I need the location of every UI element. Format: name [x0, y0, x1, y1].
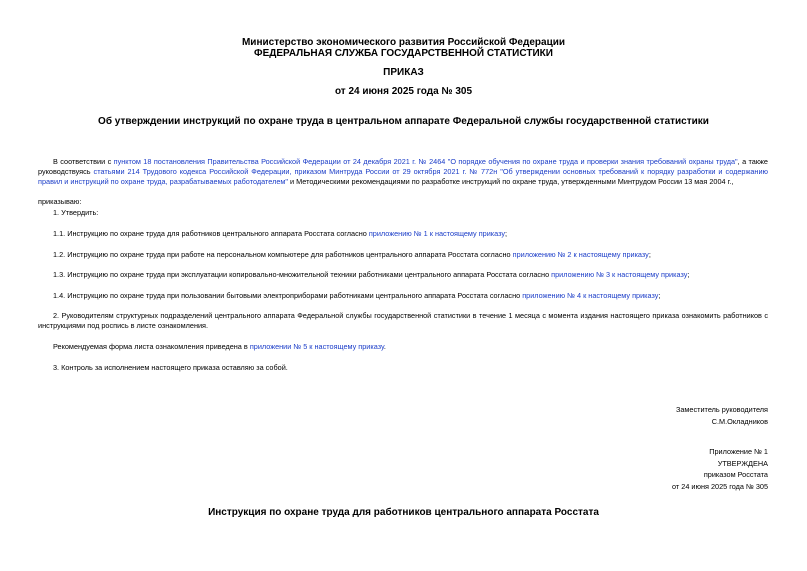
list-item-1-4: 1.4. Инструкцию по охране труда при пользовании бытовыми электроприборами работниками центрального аппарата Росстата согласно приложению № 4 к настоящему приказу;: [53, 291, 661, 300]
point-2-paragraph: 2. Руководителям структурных подразделений центрального аппарата Федеральной службы государственной статистики в течение 1 месяца с момента издания настоящего приказа ознакомить работников с инструкциями под роспись в листе ознакомления.: [38, 311, 768, 330]
appendix-approval-block: [672, 446, 768, 492]
approve-item: 1. Утвердить:: [53, 208, 99, 217]
document-type: ПРИКАЗ: [383, 67, 424, 78]
preamble-text-1: В соответствии с: [53, 157, 114, 166]
order-word: приказываю:: [38, 197, 82, 206]
link-resolution-2464[interactable]: пунктом 18 постановления Правительства Российской Федерации от 24 декабря 2021 г. № 2464 "О порядке обучения по охране труда и проверки знания требований охраны труда": [113, 157, 738, 166]
list-item-1-3: 1.3. Инструкцию по охране труда при эксплуатации копировально-множительной техники работниками центрального аппарата Росстата согласно приложению № 3 к настоящему приказу;: [53, 270, 690, 279]
appendix-by-order: приказом Росстата: [703, 470, 768, 479]
recommended-form-paragraph: Рекомендуемая форма листа ознакомления приведена в приложении № 5 к настоящему приказу.: [53, 342, 386, 351]
appendix-title: Инструкция по охране труда для работников центрального аппарата Росстата: [208, 507, 599, 518]
point-3-paragraph: 3. Контроль за исполнением настоящего приказа оставляю за собой.: [53, 363, 288, 372]
preamble-text-3: и Методическими рекомендациями по разработке инструкций по охране труда, утвержденными Минтрудом России 13 мая 2004 г.,: [288, 177, 734, 186]
ministry-name: Министерство экономического развития Российской Федерации: [241, 37, 566, 48]
appendix-date: от 24 июня 2025 года № 305: [672, 481, 768, 491]
signature-block: [676, 404, 768, 427]
link-appendix-2[interactable]: приложению № 2 к настоящему приказу: [512, 250, 649, 259]
signature-name: С.М.Окладников: [711, 416, 768, 426]
list-item-1-2: 1.2. Инструкцию по охране труда при работе на персональном компьютере для работников центрального аппарата Росстата согласно приложению № 2 к настоящему приказу;: [53, 250, 651, 259]
signature-position: Заместитель руководителя: [675, 405, 768, 414]
list-item-1-1: 1.1. Инструкцию по охране труда для работников центрального аппарата Росстата согласно приложению № 1 к настоящему приказу;: [53, 229, 508, 238]
document-date-number: от 24 июня 2025 года № 305: [334, 86, 473, 97]
document-title: Об утверждении инструкций по охране труда в центральном аппарате Федеральной службы государственной статистики: [98, 116, 709, 127]
link-appendix-5[interactable]: приложении № 5 к настоящему приказу: [249, 342, 384, 351]
preamble-paragraph: [38, 157, 768, 187]
appendix-number: Приложение № 1: [709, 447, 768, 456]
service-name: ФЕДЕРАЛЬНАЯ СЛУЖБА ГОСУДАРСТВЕННОЙ СТАТИСТИКИ: [254, 48, 553, 59]
link-labor-code-order-772n[interactable]: статьями 214 Трудового кодекса Российской Федерации, приказом Минтруда России от 29 октября 2021 г. № 772н "Об утверждении основных требований к порядку разработки и содержанию правил и инструкций по охране труда, разрабатываемых работодателем": [38, 167, 768, 186]
link-appendix-1[interactable]: приложению № 1 к настоящему приказу: [368, 229, 506, 238]
appendix-approved: УТВЕРЖДЕНА: [717, 458, 768, 468]
preamble-text-2: , а также руководствуясь: [38, 157, 768, 176]
link-appendix-3[interactable]: приложению № 3 к настоящему приказу: [551, 270, 688, 279]
link-appendix-4[interactable]: приложению № 4 к настоящему приказу: [522, 291, 659, 300]
